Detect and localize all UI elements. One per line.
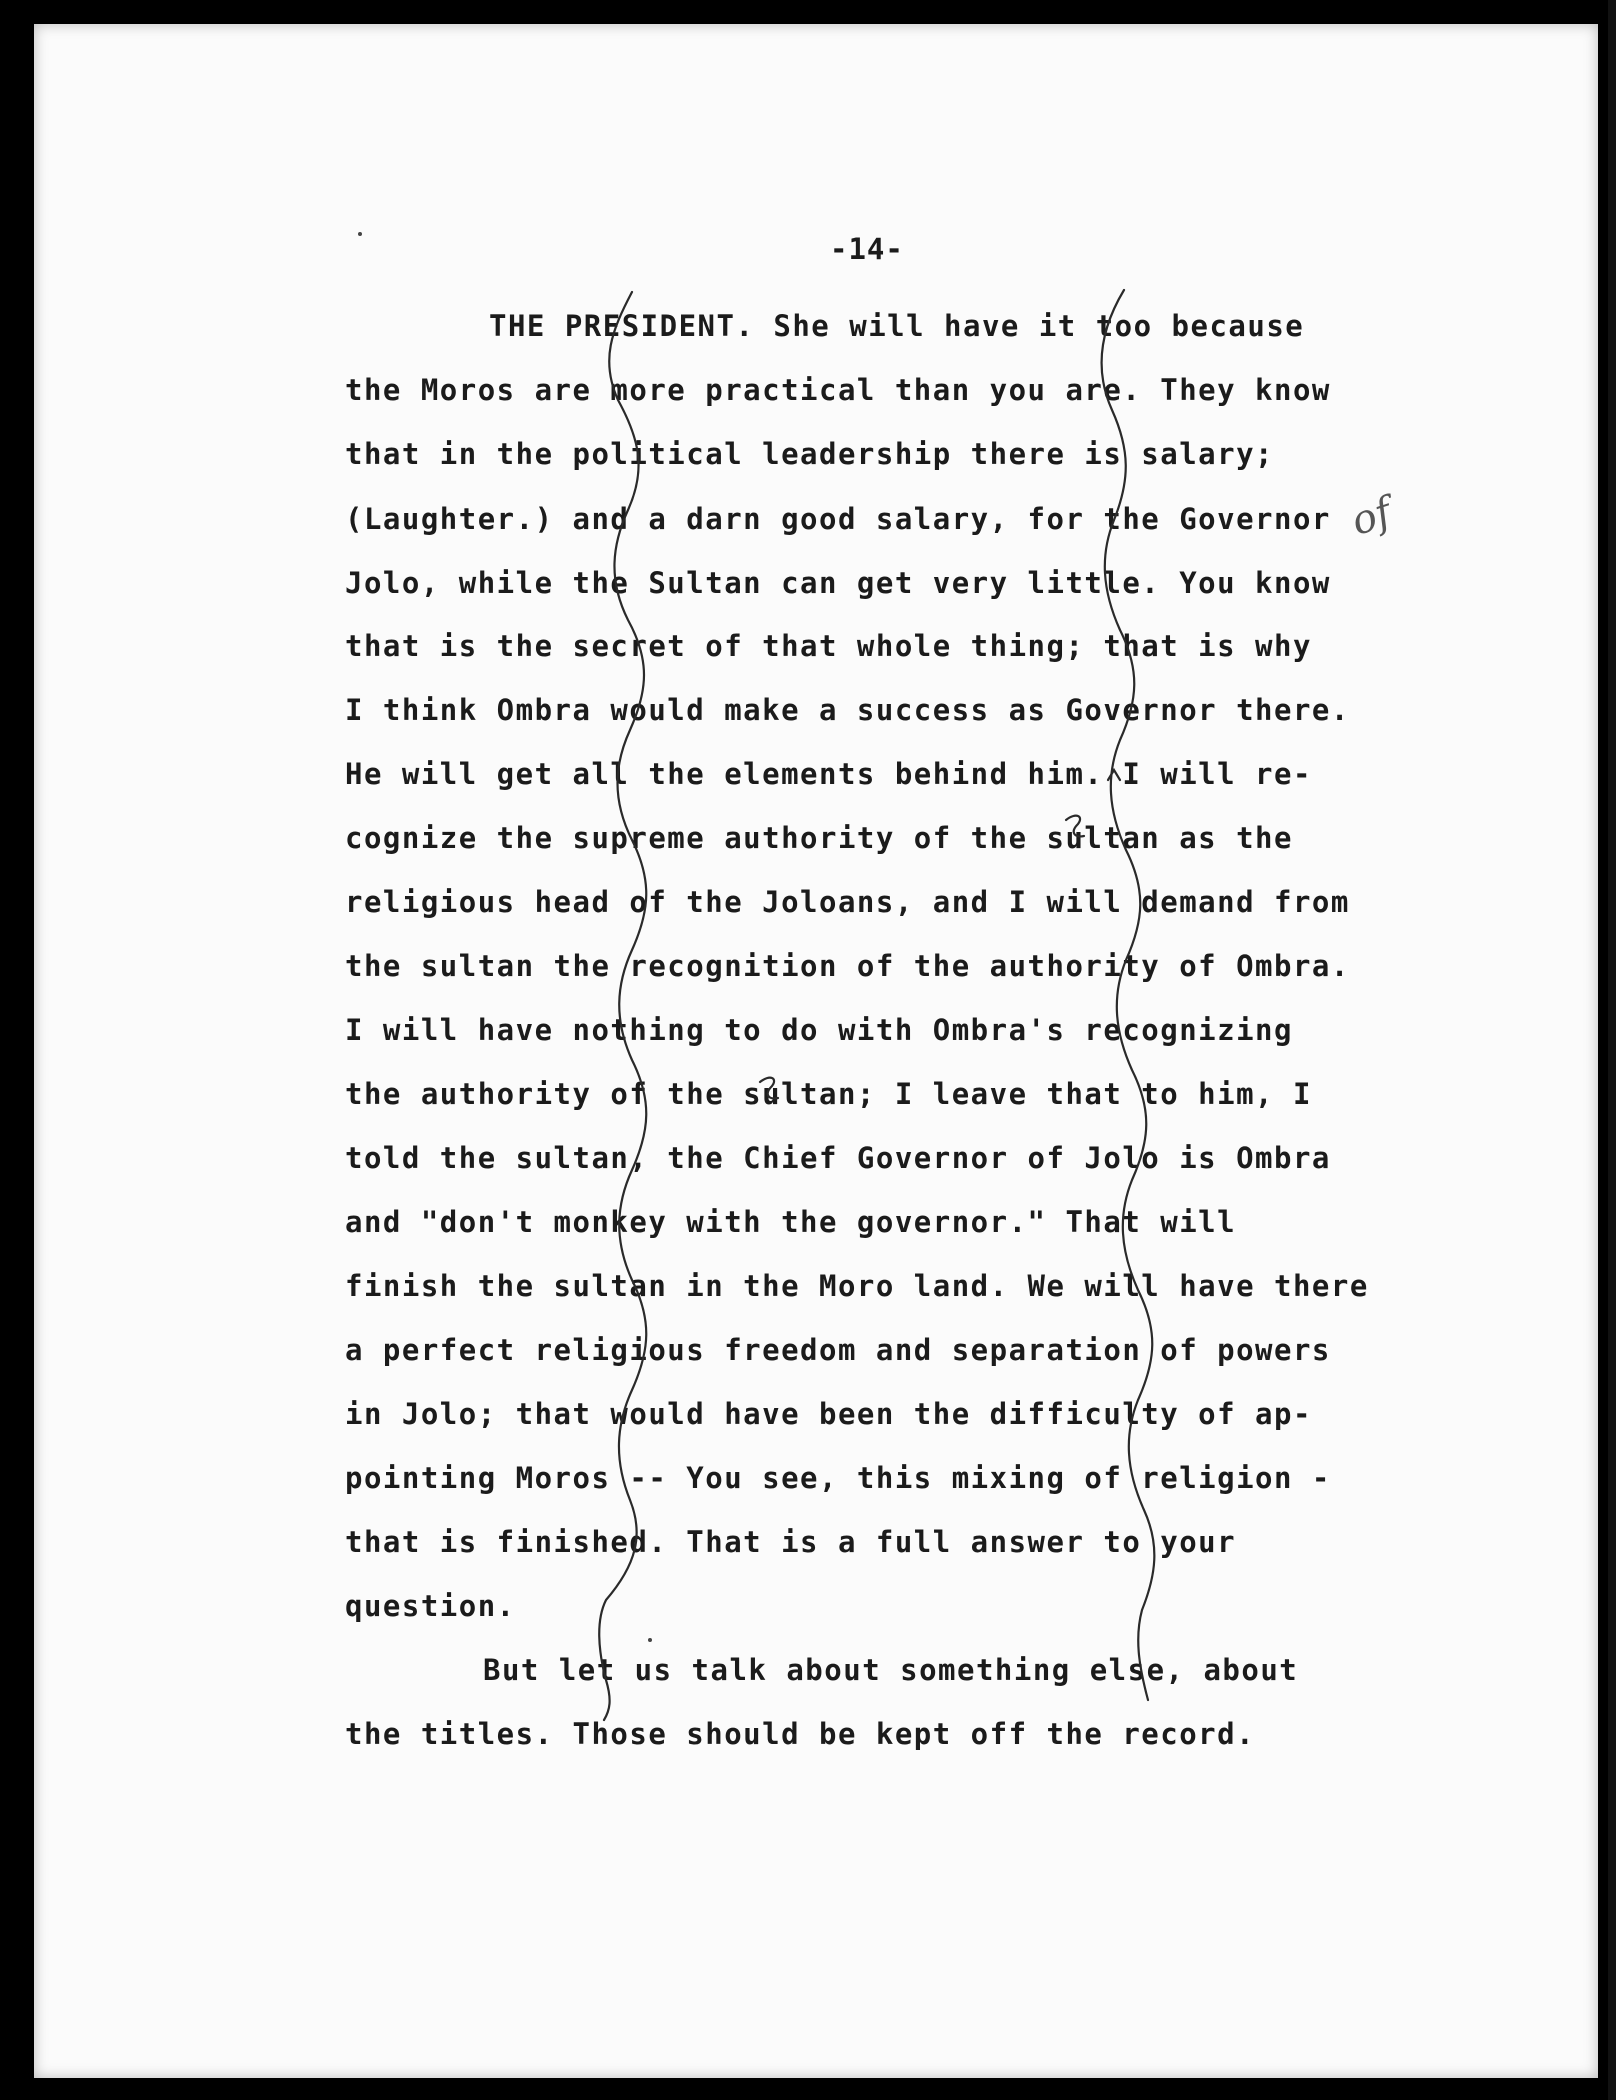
text-line: that in the political leadership there is salary; <box>345 437 1275 471</box>
text-line: question. <box>345 1589 516 1623</box>
text-line: that is the secret of that whole thing; that is why <box>345 629 1312 663</box>
scan-speck <box>648 1638 652 1642</box>
text-line: I will have nothing to do with Ombra's recognizing <box>345 1013 1293 1047</box>
text-line: finish the sultan in the Moro land. We will have there <box>345 1269 1369 1303</box>
text-line: cognize the supreme authority of the sultan as the <box>345 821 1293 855</box>
text-line: the sultan the recognition of the authority of Ombra. <box>345 949 1350 983</box>
text-line: told the sultan, the Chief Governor of Jolo is Ombra <box>345 1141 1331 1175</box>
text-line: a perfect religious freedom and separation of powers <box>345 1333 1331 1367</box>
text-line: I think Ombra would make a success as Governor there. <box>345 693 1350 727</box>
page-number: -14- <box>830 232 904 266</box>
text-line: religious head of the Joloans, and I will demand from <box>345 885 1350 919</box>
text-line: in Jolo; that would have been the difficulty of ap- <box>345 1397 1312 1431</box>
text-line: pointing Moros -- You see, this mixing of religion - <box>345 1461 1331 1495</box>
scan-edge <box>1608 0 1616 2100</box>
scan-speck <box>358 232 362 236</box>
text-line: But let us talk about something else, about <box>483 1653 1299 1687</box>
handwritten-insertion: of <box>1345 489 1398 545</box>
text-line: that is finished. That is a full answer to your <box>345 1525 1237 1559</box>
text-line: and "don't monkey with the governor." That will <box>345 1205 1237 1239</box>
text-line: He will get all the elements behind him. I will re- <box>345 757 1312 791</box>
text-line: THE PRESIDENT. She will have it too because <box>489 309 1305 343</box>
text-line: the titles. Those should be kept off the record. <box>345 1717 1256 1751</box>
text-line: the Moros are more practical than you are. They know <box>345 373 1331 407</box>
text-line: (Laughter.) and a darn good salary, for the Governor <box>345 502 1331 536</box>
text-line: Jolo, while the Sultan can get very little. You know <box>345 566 1331 600</box>
text-line: the authority of the sultan; I leave that to him, I <box>345 1077 1312 1111</box>
